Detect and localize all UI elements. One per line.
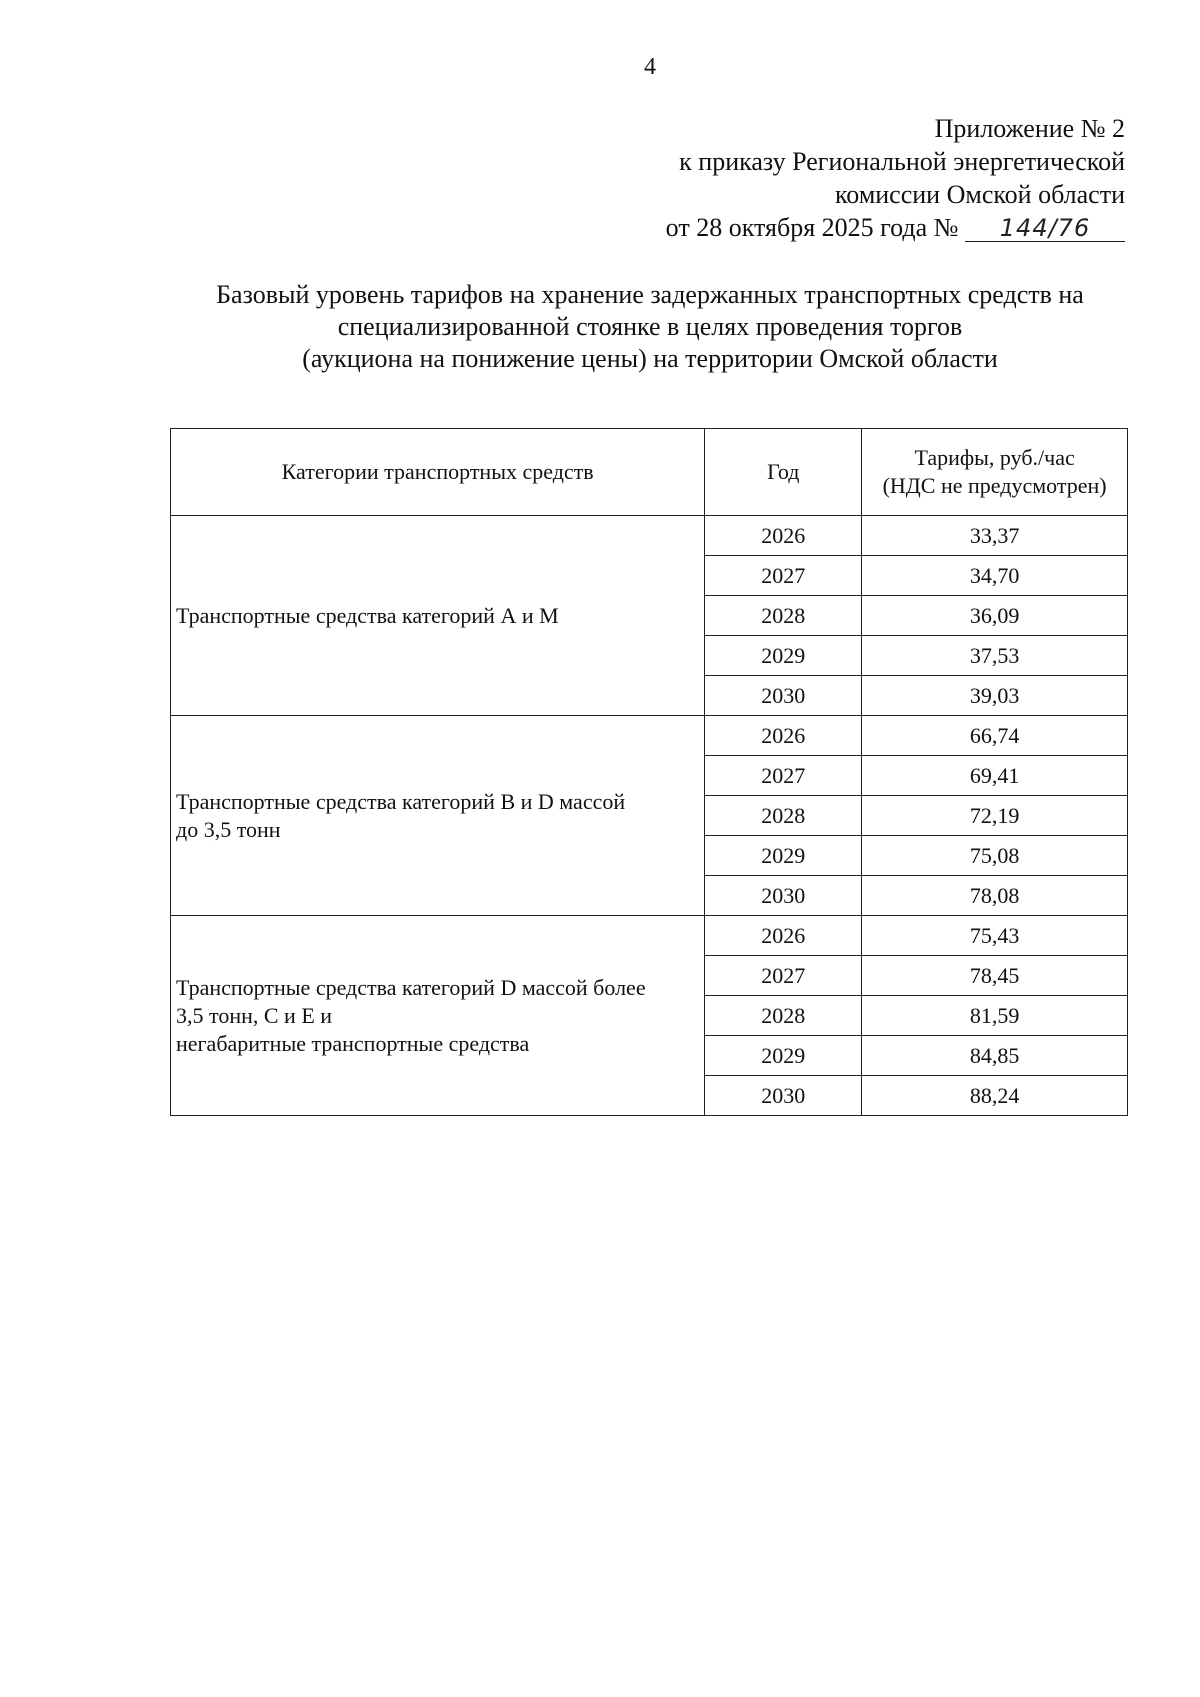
table-row	[171, 716, 1128, 756]
category-line: Транспортные средства категорий В и D массой	[176, 788, 626, 814]
tariff-cell: 69,41	[862, 756, 1128, 796]
header-year: Год	[705, 429, 862, 516]
year-cell: 2027	[705, 756, 862, 796]
title-line-3: (аукциона на понижение цены) на территории Омской области	[302, 344, 998, 373]
header-tariff	[862, 429, 1128, 516]
category-line: до 3,5 тонн	[176, 816, 281, 842]
document-title	[150, 279, 1150, 375]
tariff-cell: 88,24	[862, 1076, 1128, 1116]
year-cell: 2028	[705, 596, 862, 636]
year-cell: 2028	[705, 996, 862, 1036]
year-cell: 2030	[705, 1076, 862, 1116]
year-cell: 2030	[705, 676, 862, 716]
tariff-cell: 81,59	[862, 996, 1128, 1036]
title-line-2: специализированной стоянке в целях проведения торгов	[337, 312, 963, 341]
year-cell: 2029	[705, 836, 862, 876]
title-line-1: Базовый уровень тарифов на хранение задержанных транспортных средств на	[216, 280, 1084, 309]
tariff-cell: 34,70	[862, 556, 1128, 596]
year-cell: 2029	[705, 636, 862, 676]
category-line: негабаритные транспортные средства	[176, 1030, 530, 1056]
header-tariff-line-2: (НДС не предусмотрен)	[882, 473, 1107, 498]
tariff-cell: 78,45	[862, 956, 1128, 996]
tariff-cell: 84,85	[862, 1036, 1128, 1076]
tariff-cell: 66,74	[862, 716, 1128, 756]
tariff-cell: 33,37	[862, 516, 1128, 556]
appendix-date-line	[666, 211, 1125, 244]
table-row	[171, 916, 1128, 956]
table-row	[171, 516, 1128, 556]
table-header-row	[171, 429, 1128, 516]
year-cell: 2026	[705, 716, 862, 756]
tariff-cell: 72,19	[862, 796, 1128, 836]
order-number: 144/76	[965, 215, 1125, 242]
tariff-cell: 39,03	[862, 676, 1128, 716]
page-number: 4	[644, 54, 656, 80]
appendix-commission: комиссии Омской области	[835, 180, 1125, 209]
appendix-date: от 28 октября 2025 года №	[665, 213, 959, 242]
tariff-cell: 78,08	[862, 876, 1128, 916]
year-cell: 2026	[705, 516, 862, 556]
appendix-header	[666, 112, 1125, 244]
category-line: Транспортные средства категорий D массой более	[176, 974, 646, 1000]
category-cell	[171, 716, 705, 916]
year-cell: 2027	[705, 956, 862, 996]
year-cell: 2029	[705, 1036, 862, 1076]
tariff-cell: 75,43	[862, 916, 1128, 956]
tariff-cell: 75,08	[862, 836, 1128, 876]
appendix-order-ref: к приказу Региональной энергетической	[679, 147, 1125, 176]
category-line: 3,5 тонн, С и Е и	[176, 1002, 333, 1028]
year-cell: 2030	[705, 876, 862, 916]
category-line: Транспортные средства категорий А и М	[176, 602, 559, 628]
tariff-cell: 36,09	[862, 596, 1128, 636]
header-category: Категории транспортных средств	[171, 429, 705, 516]
year-cell: 2027	[705, 556, 862, 596]
tariff-table	[170, 428, 1128, 1116]
category-cell	[171, 516, 705, 716]
appendix-title: Приложение № 2	[934, 114, 1125, 143]
year-cell: 2026	[705, 916, 862, 956]
table-body	[171, 516, 1128, 1116]
category-cell	[171, 916, 705, 1116]
tariff-cell: 37,53	[862, 636, 1128, 676]
header-tariff-line-1: Тарифы, руб./час	[914, 445, 1075, 470]
year-cell: 2028	[705, 796, 862, 836]
